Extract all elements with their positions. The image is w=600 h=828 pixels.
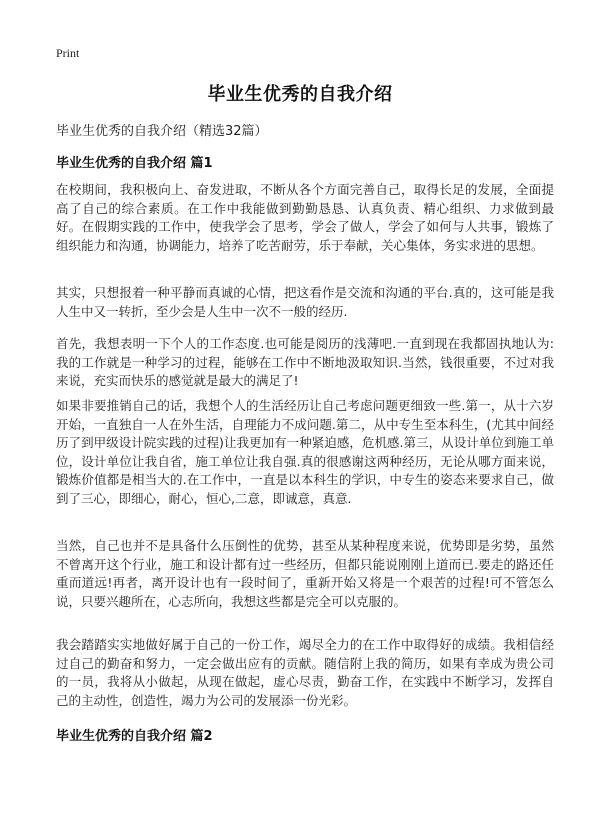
section-heading-2: 毕业生优秀的自我介绍 篇2 — [56, 729, 213, 744]
paragraph-3: 首先，我想表明一下个人的工作态度.也可能是阅历的浅薄吧.一直到现在我都固执地认为:我的工作就是一种学习的过程，能够在工作中不断地汲取知识.当然，钱很重要，不过对我来说，充实而快乐的感觉就是最大的满足了! — [56, 336, 554, 389]
paragraph-2: 其实，只想报着一种平静而真诚的心情，把这看作是交流和沟通的平台.真的，这可能是我人生中又一转折，至少会是人生中一次不一般的经历. — [56, 285, 554, 319]
paragraph-1: 在校期间，我积极向上、奋发进取，不断从各个方面完善自己，取得长足的发展，全面提高了自己的综合素质。在工作中我能做到勤勤恳恳、认真负责、精心组织、力求做到最好。在假期实践的工作中，使我学会了思考，学会了做人，学会了如何与人共事，锻炼了组织能力和沟通，协调能力，培养了吃苦耐劳，乐于奉献，关心集体，务实求进的思想。 — [56, 182, 554, 253]
paragraph-5: 当然，自己也并不是具备什么压倒性的优势，甚至从某种程度来说，优势即是劣势，虽然不曾离开这个行业，施工和设计都有过一些经历，但都只能说刚刚上道而已.要走的路还任重而道远!再者，离开设计也有一段时间了，重新开始又将是一个艰苦的过程!可不管怎么说，只要兴趣所在，心志所向，我想这些都是完全可以克服的。 — [56, 538, 554, 609]
page-title: 毕业生优秀的自我介绍 — [207, 84, 393, 105]
print-label[interactable]: Print — [56, 46, 80, 60]
section-heading-1: 毕业生优秀的自我介绍 篇1 — [56, 156, 213, 171]
paragraph-6: 我会踏踏实实地做好属于自己的一份工作，竭尽全力的在工作中取得好的成绩。我相信经过自己的勤奋和努力，一定会做出应有的贡献。随信附上我的简历，如果有幸成为贵公司的一员，我将从小做起，从现在做起，虚心尽责，勤奋工作，在实践中不断学习，发挥自己的主动性，创造性，竭力为公司的发展添一份光彩。 — [56, 637, 554, 708]
document-subtitle: 毕业生优秀的自我介绍（精选32篇） — [56, 124, 268, 139]
paragraph-4: 如果非要推销自己的话，我想个人的生活经历让自己考虑问题更细致一些.第一，从十六岁开始，一直独自一人在外生活，自理能力不成问题.第二，从中专生至本科生，(尤其中间经历了到甲级设计院实践的过程)让我更加有一种紧迫感，危机感.第三，从设计单位到施工单位，设计单位让我自省，施工单位让我自强.真的很感谢这两种经历，无论从哪方面来说，锻炼价值都是相当大的.在工作中，一直是以本科生的学识，中专生的姿态来要求自己，做到了三心，即细心，耐心，恒心,二意，即诚意，真意. — [56, 398, 554, 506]
